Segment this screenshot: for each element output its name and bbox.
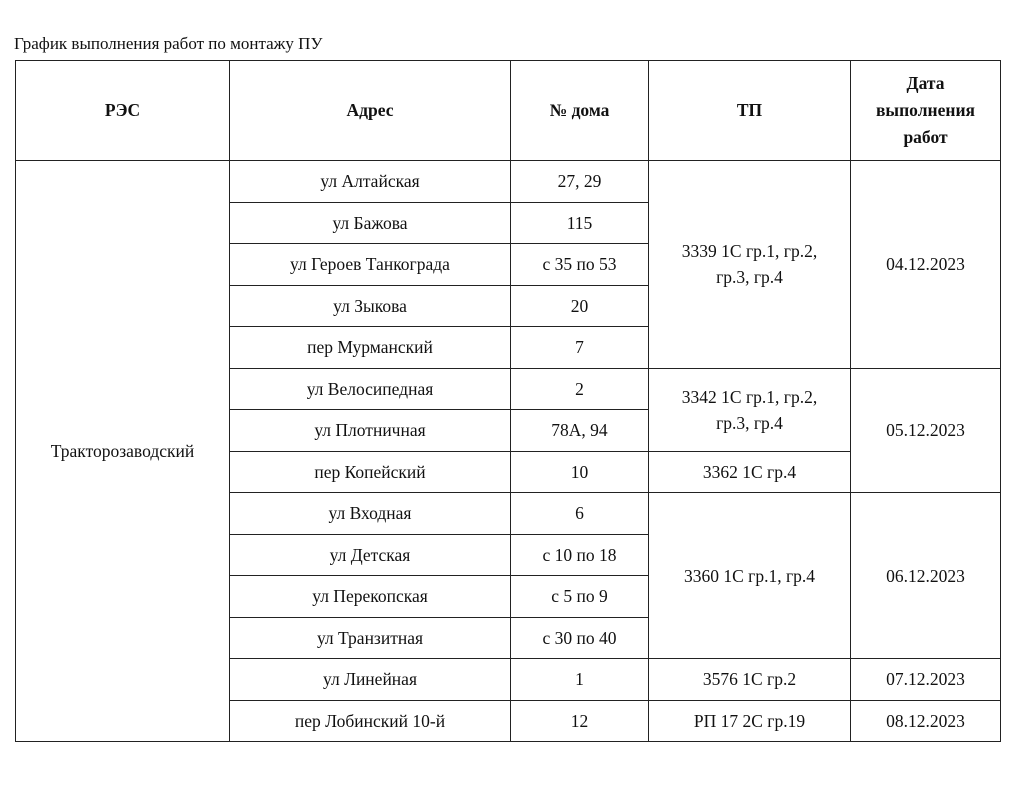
schedule-table	[15, 60, 1001, 742]
house-cell: 2	[511, 368, 649, 410]
tp-cell: 3576 1С гр.2	[649, 659, 851, 701]
tp-cell: РП 17 2С гр.19	[649, 700, 851, 742]
house-cell: с 30 по 40	[511, 617, 649, 659]
house-cell: 7	[511, 327, 649, 369]
header-date-line3: работ	[903, 127, 948, 147]
house-cell: с 5 по 9	[511, 576, 649, 618]
address-cell: ул Входная	[230, 493, 511, 535]
tp-cell: 3360 1С гр.1, гр.4	[649, 493, 851, 659]
house-cell: 6	[511, 493, 649, 535]
address-cell: ул Транзитная	[230, 617, 511, 659]
date-cell: 08.12.2023	[851, 700, 1001, 742]
tp-cell	[649, 368, 851, 451]
house-cell: 12	[511, 700, 649, 742]
house-cell: 10	[511, 451, 649, 493]
header-row	[16, 61, 1001, 161]
header-tp: ТП	[649, 61, 851, 161]
address-cell: пер Копейский	[230, 451, 511, 493]
date-cell: 04.12.2023	[851, 161, 1001, 369]
house-cell: 27, 29	[511, 161, 649, 203]
address-cell: ул Перекопская	[230, 576, 511, 618]
address-cell: ул Линейная	[230, 659, 511, 701]
address-cell: пер Мурманский	[230, 327, 511, 369]
house-cell: с 10 по 18	[511, 534, 649, 576]
address-cell: ул Алтайская	[230, 161, 511, 203]
res-cell: Тракторозаводский	[16, 161, 230, 742]
house-cell: 1	[511, 659, 649, 701]
address-cell: ул Героев Танкограда	[230, 244, 511, 286]
date-cell: 06.12.2023	[851, 493, 1001, 659]
house-cell: 115	[511, 202, 649, 244]
header-res: РЭС	[16, 61, 230, 161]
header-date-line2: выполнения	[875, 100, 976, 120]
address-cell: ул Детская	[230, 534, 511, 576]
address-cell: ул Велосипедная	[230, 368, 511, 410]
header-date-line1: Дата	[906, 73, 945, 93]
tp-line1: 3339 1С гр.1, гр.2,	[681, 241, 818, 262]
date-cell: 05.12.2023	[851, 368, 1001, 493]
house-cell: 20	[511, 285, 649, 327]
address-cell: ул Бажова	[230, 202, 511, 244]
address-cell: ул Зыкова	[230, 285, 511, 327]
table-row	[16, 161, 1001, 203]
header-house: № дома	[511, 61, 649, 161]
date-cell: 07.12.2023	[851, 659, 1001, 701]
tp-cell	[649, 161, 851, 369]
house-cell: 78А, 94	[511, 410, 649, 452]
tp-line1: 3342 1С гр.1, гр.2,	[681, 386, 818, 407]
address-cell: пер Лобинский 10-й	[230, 700, 511, 742]
address-cell: ул Плотничная	[230, 410, 511, 452]
tp-line2: гр.3, гр.4	[716, 267, 783, 288]
document-title: График выполнения работ по монтажу ПУ	[14, 34, 323, 53]
tp-line2: гр.3, гр.4	[716, 412, 783, 433]
header-address: Адрес	[230, 61, 511, 161]
header-date	[851, 61, 1001, 161]
tp-cell: 3362 1С гр.4	[649, 451, 851, 493]
house-cell: с 35 по 53	[511, 244, 649, 286]
